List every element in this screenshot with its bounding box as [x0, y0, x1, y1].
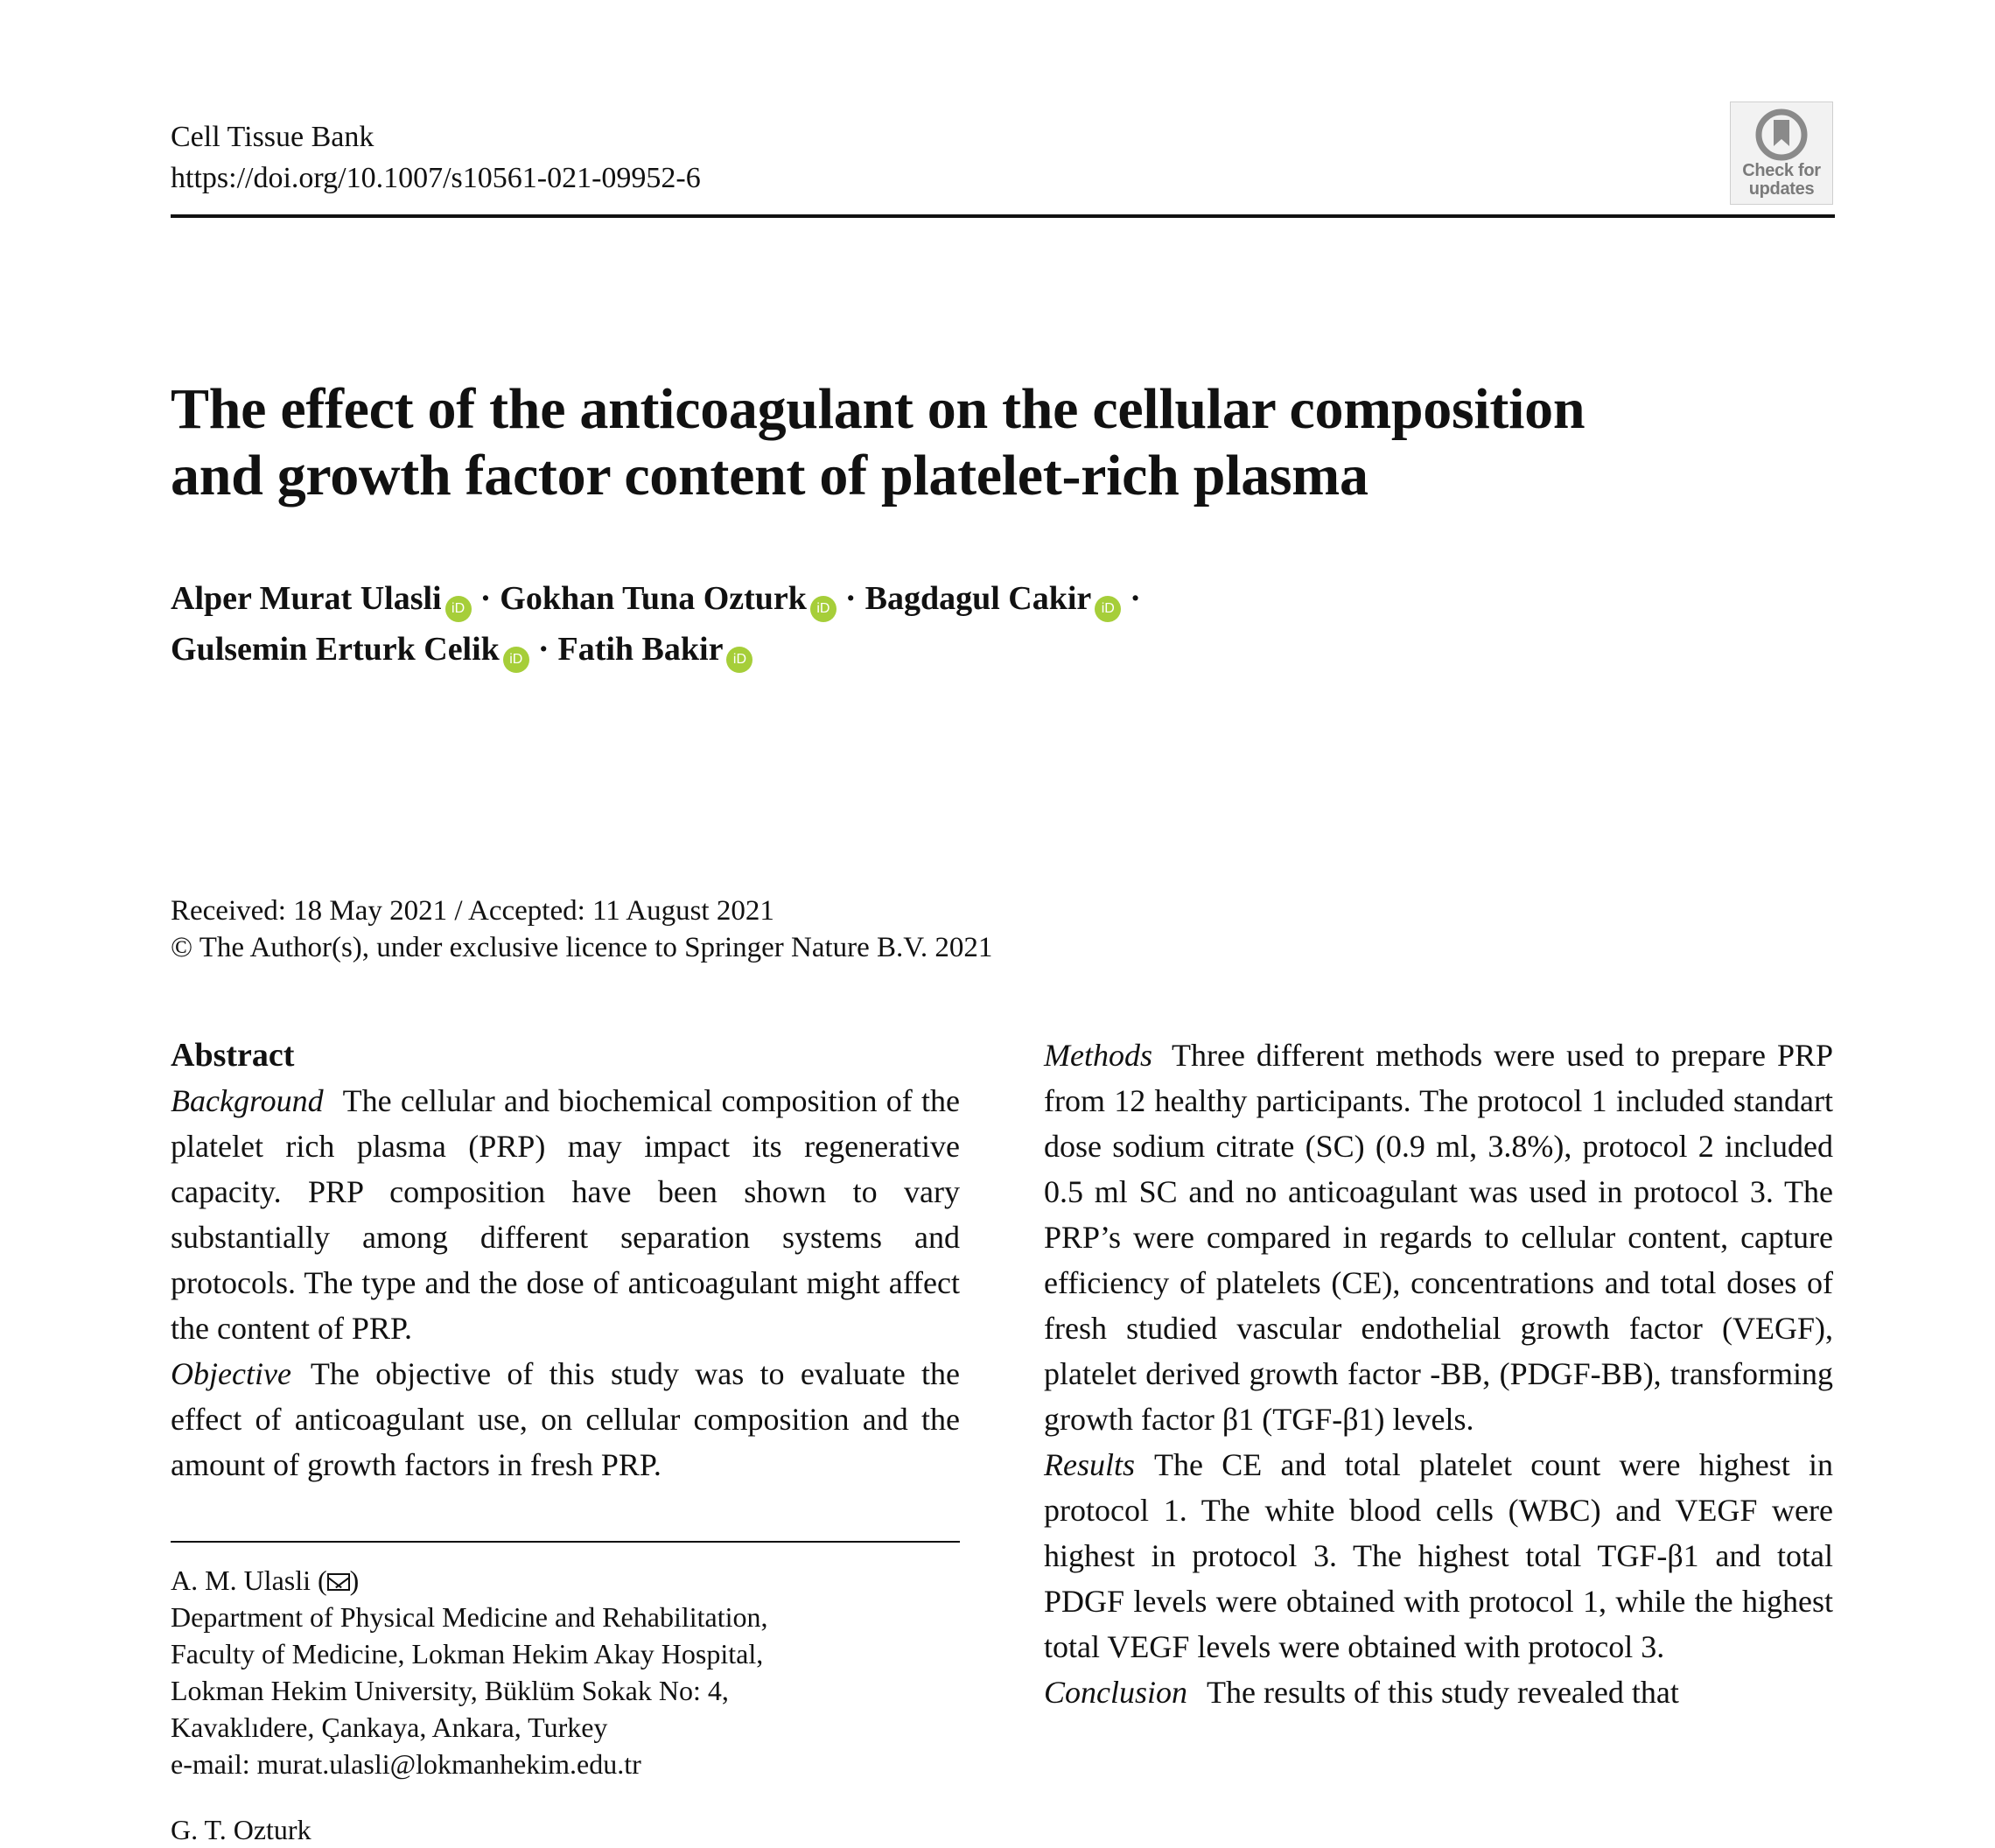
orcid-icon[interactable]: iD [1095, 596, 1121, 622]
abstract-results [1044, 1442, 1833, 1670]
section-text: The objective of this study was to evaluate the effect of anticoagulant use, on cellular composition and the amount of growth factors in fresh PRP. [171, 1356, 960, 1482]
check-for-updates-icon [1754, 108, 1809, 162]
author-name[interactable]: Gokhan Tuna Ozturk [500, 580, 807, 617]
abstract-objective [171, 1351, 960, 1488]
publication-dates [171, 892, 1483, 966]
corresponding-author [171, 1562, 960, 1599]
doi-link[interactable]: https://doi.org/10.1007/s10561-021-09952-6 [171, 162, 701, 194]
author-separator: · [844, 580, 857, 617]
abstract-right-column [1044, 1032, 1833, 1715]
abstract-heading: Abstract [171, 1037, 295, 1074]
author-separator: · [480, 580, 492, 617]
header-rule [171, 214, 1835, 218]
author-list [171, 573, 1483, 675]
author [865, 580, 1122, 617]
author-separator: · [537, 631, 550, 668]
section-label: Results [1044, 1447, 1135, 1482]
section-label: Background [171, 1083, 324, 1118]
badge-line-2: updates [1748, 179, 1815, 199]
corresponding-author-footnote [171, 1562, 960, 1782]
abstract-background [171, 1078, 960, 1351]
author-line-1 [171, 573, 1483, 624]
affiliation-line: Department of Physical Medicine and Rehabilitation, [171, 1601, 768, 1633]
footnote-rule [171, 1541, 960, 1543]
journal-name: Cell Tissue Bank [171, 121, 374, 153]
title-line-2: and growth factor content of platelet-rich plasma [171, 444, 1368, 508]
author-separator: · [1130, 580, 1141, 617]
section-text: The cellular and biochemical composition of the platelet rich plasma (PRP) may impact its regenerative capacity. PRP composition have been shown to vary substantially among different separation systems and protocols. The type and the dose of anticoagulant might affect the content of PRP. [171, 1083, 960, 1346]
orcid-icon[interactable]: iD [726, 647, 752, 673]
author-name[interactable]: Alper Murat Ulasli [171, 580, 442, 617]
author-name[interactable]: Gulsemin Erturk Celik [171, 631, 500, 668]
envelope-icon [327, 1573, 350, 1591]
section-text: The results of this study revealed that [1207, 1675, 1679, 1710]
received-accepted: Received: 18 May 2021 / Accepted: 11 August 2021 [171, 895, 774, 927]
author [171, 580, 472, 617]
abstract-conclusion [1044, 1670, 1833, 1715]
author-name[interactable]: Fatih Bakir [557, 631, 724, 668]
article-title [171, 376, 1746, 509]
copyright: © The Author(s), under exclusive licence to Springer Nature B.V. 2021 [171, 932, 993, 963]
paren-close: ) [349, 1564, 360, 1596]
abstract-left-column [171, 1032, 960, 1488]
affiliation-line: Faculty of Medicine, Lokman Hekim Akay Hospital, [171, 1638, 764, 1670]
title-line-1: The effect of the anticoagulant on the cellular composition [171, 377, 1586, 441]
affiliation-line: Kavaklıdere, Çankaya, Ankara, Turkey [171, 1712, 608, 1743]
author [500, 580, 836, 617]
author [171, 631, 529, 668]
abstract-methods [1044, 1032, 1833, 1442]
badge-line-1: Check for [1742, 161, 1821, 180]
orcid-icon[interactable]: iD [445, 596, 472, 622]
orcid-icon[interactable]: iD [503, 647, 529, 673]
corresponding-name: A. M. Ulasli ( [171, 1564, 327, 1596]
section-text: Three different methods were used to prepare PRP from 12 healthy participants. The protocol 1 included standart dose sodium citrate (SC) (0.9 ml, 3.8%), protocol 2 included 0.5 ml SC and no anticoagulant was used in protocol 3. The PRP’s were compared in regards to cellular content, capture efficiency of platelets (CE), concentrations and total doses of fresh studied vascular endothelial growth factor (VEGF), platelet derived growth factor -BB, (PDGF-BB), transforming growth factor β1 (TGF-β1) levels. [1044, 1038, 1833, 1437]
affiliation-line: Lokman Hekim University, Büklüm Sokak No: 4, [171, 1675, 729, 1706]
orcid-icon[interactable]: iD [810, 596, 836, 622]
section-label: Conclusion [1044, 1675, 1188, 1710]
author-line-2 [171, 624, 1483, 675]
email-link[interactable]: e-mail: murat.ulasli@lokmanhekim.edu.tr [171, 1748, 641, 1780]
section-text: The CE and total platelet count were highest in protocol 1. The white blood cells (WBC) and VEGF were highest in protocol 3. The highest total TGF-β1 and total PDGF levels were obtained with protocol 1, while the highest total VEGF levels were obtained with protocol 3. [1044, 1447, 1833, 1664]
author-name[interactable]: Bagdagul Cakir [864, 580, 1092, 617]
check-for-updates-badge[interactable] [1730, 102, 1833, 205]
second-author-footnote: G. T. Ozturk [171, 1814, 312, 1845]
section-label: Methods [1044, 1038, 1152, 1073]
section-label: Objective [171, 1356, 291, 1391]
author [558, 631, 753, 668]
